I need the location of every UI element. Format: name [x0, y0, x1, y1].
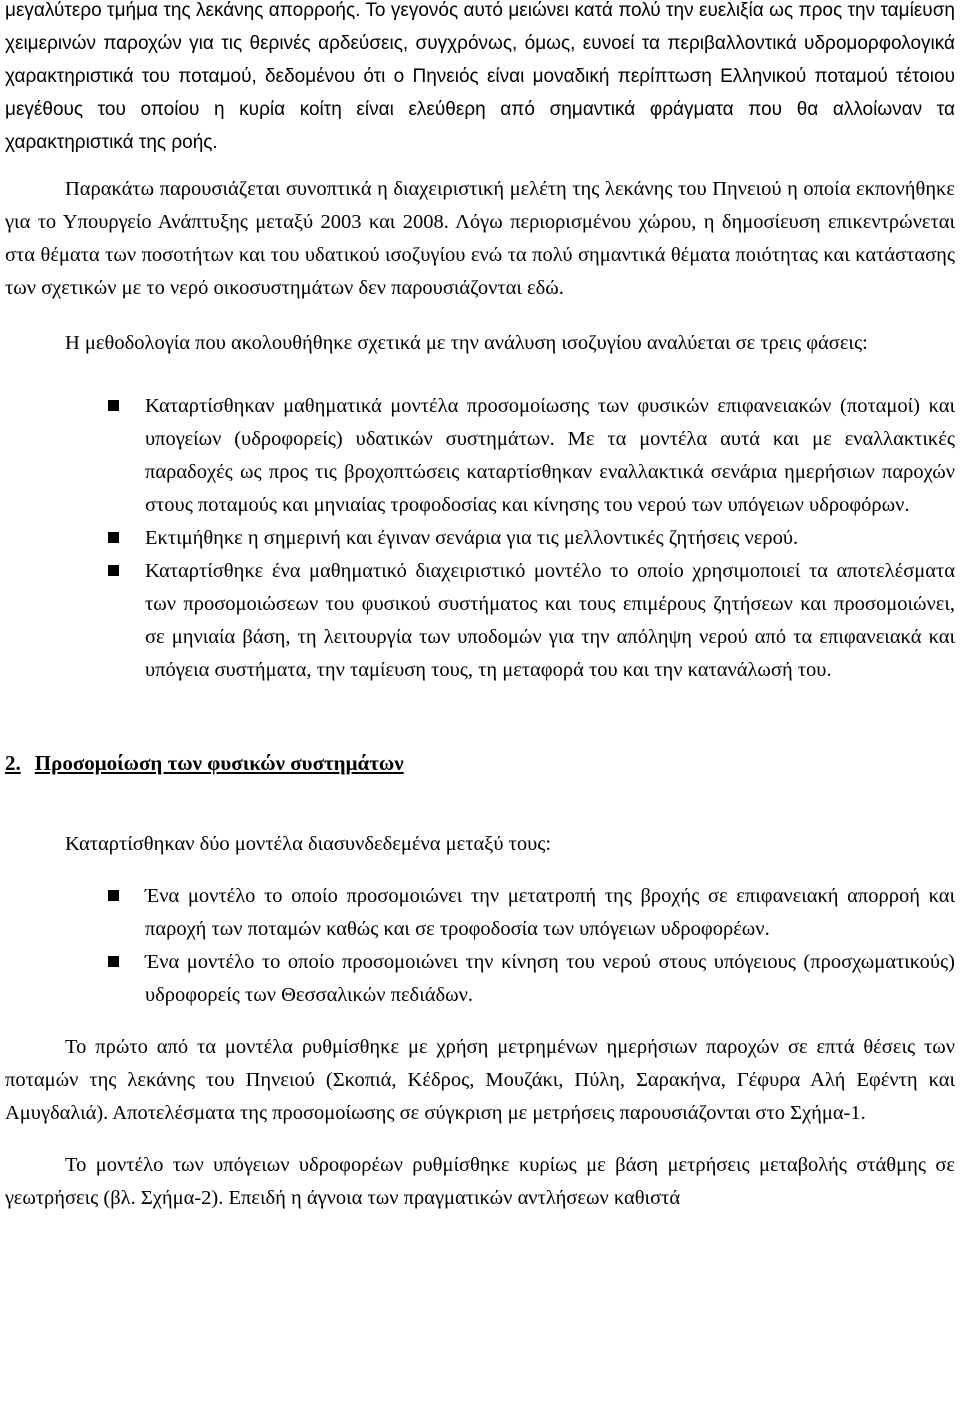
- list-item: [5, 946, 955, 1012]
- intro-paragraph: μεγαλύτερο τμήμα της λεκάνης απορροής. Το γεγονός αυτό μειώνει κατά πολύ την ευελιξία ως προς την ταμίευση χειμερινών παροχών για τις θερινές αρδεύσεις, συγχρόνως, όμως, ευνοεί τα περιβαλλοντικά υδρομορφολογικά χαρακτηριστικά του ποταμού, δεδομένου ότι ο Πηνειός είναι μοναδική περίπτωση Ελληνικού ποταμού τέτοιου μεγέθους του οποίου η κυρία κοίτη είναι ελεύθερη από σημαντικά φράγματα που θα αλλοίωναν τα χαρακτηριστικά της ροής.: [5, 0, 955, 153]
- study-paragraph: Παρακάτω παρουσιάζεται συνοπτικά η διαχειριστική μελέτη της λεκάνης του Πηνειού η οποία εκπονήθηκε για το Υπουργείο Ανάπτυξης μεταξύ 2003 και 2008. Λόγω περιορισμένου χώρου, η δημοσίευση επικεντρώνεται στα θέματα των ποσοτήτων και του υδατικού ισοζυγίου ενώ τα πολύ σημαντικά θέματα ποιότητας και κατάστασης των σχετικών με το νερό οικοσυστημάτων δεν παρουσιάζονται εδώ.: [5, 178, 955, 299]
- document-page: [5, 0, 955, 1215]
- models-list: [5, 880, 955, 1012]
- phase-text: Καταρτίσθηκαν μαθηματικά μοντέλα προσομοίωσης των φυσικών επιφανειακών (ποταμοί) και υπογείων (υδροφορείς) υδατικών συστημάτων. Με τα μοντέλα αυτά και με εναλλακτικές παραδοχές ως προς τις βροχοπτώσεις καταρτίσθηκαν εναλλακτικά σενάρια ημερήσιων παροχών στους ποταμούς και μηνιαίας τροφοδοσίας και κίνησης του νερού των υπόγειων υδροφόρων.: [145, 395, 955, 516]
- section-number: 2.: [5, 751, 21, 775]
- model-text: Ένα μοντέλο το οποίο προσομοιώνει την μετατροπή της βροχής σε επιφανειακή απορροή και παροχή των ποταμών καθώς και σε τροφοδοσία των υπόγειων υδροφορέων.: [145, 885, 955, 940]
- methodology-paragraph: Η μεθοδολογία που ακολουθήθηκε σχετικά με την ανάλυση ισοζυγίου αναλύεται σε τρεις φάσεις:: [65, 332, 868, 354]
- square-bullet-icon: [108, 956, 119, 967]
- square-bullet-icon: [108, 565, 119, 576]
- phase-text: Εκτιμήθηκε η σημερινή και έγιναν σενάρια για τις μελλοντικές ζητήσεις νερού.: [145, 527, 799, 549]
- square-bullet-icon: [108, 890, 119, 901]
- section-heading: [5, 747, 955, 780]
- phase-text: Καταρτίσθηκε ένα μαθηματικό διαχειριστικό μοντέλο το οποίο χρησιμοποιεί τα αποτελέσματα των προσομοιώσεων του φυσικού συστήματος και τους επιμέρους ζητήσεων και προσομοιώνει, σε μηνιαία βάση, τη λειτουργία των υποδομών για την απόληψη νερού από τα επιφανειακά και υπόγεια συστήματα, την ταμίευση τους, τη μεταφορά του και την κατανάλωσή του.: [145, 560, 955, 681]
- square-bullet-icon: [108, 400, 119, 411]
- list-item: [5, 522, 955, 555]
- calibration-paragraph: Το πρώτο από τα μοντέλα ρυθμίσθηκε με χρήση μετρημένων ημερήσιων παροχών σε επτά θέσεις των ποταμών της λεκάνης του Πηνειού (Σκοπιά, Κέδρος, Μουζάκι, Πύλη, Σαρακήνα, Γέφυρα Αλή Εφέντη και Αμυγδαλιά). Αποτελέσματα της προσομοίωσης σε σύγκριση με μετρήσεις παρουσιάζονται στο Σχήμα-1.: [5, 1036, 955, 1124]
- phases-list: [5, 390, 955, 687]
- list-item: [5, 390, 955, 522]
- models-intro-paragraph: Καταρτίσθηκαν δύο μοντέλα διασυνδεδεμένα μεταξύ τους:: [65, 833, 552, 855]
- model-text: Ένα μοντέλο το οποίο προσομοιώνει την κίνηση του νερού στους υπόγειους (προσχωματικούς) υδροφορείς των Θεσσαλικών πεδιάδων.: [145, 951, 955, 1006]
- list-item: [5, 555, 955, 687]
- square-bullet-icon: [108, 532, 119, 543]
- section-title: Προσομοίωση των φυσικών συστημάτων: [34, 751, 404, 775]
- list-item: [5, 880, 955, 946]
- groundwater-paragraph: Το μοντέλο των υπόγειων υδροφορέων ρυθμίσθηκε κυρίως με βάση μετρήσεις μεταβολής στάθμης σε γεωτρήσεις (βλ. Σχήμα-2). Επειδή η άγνοια των πραγματικών αντλήσεων καθιστά: [5, 1154, 955, 1209]
